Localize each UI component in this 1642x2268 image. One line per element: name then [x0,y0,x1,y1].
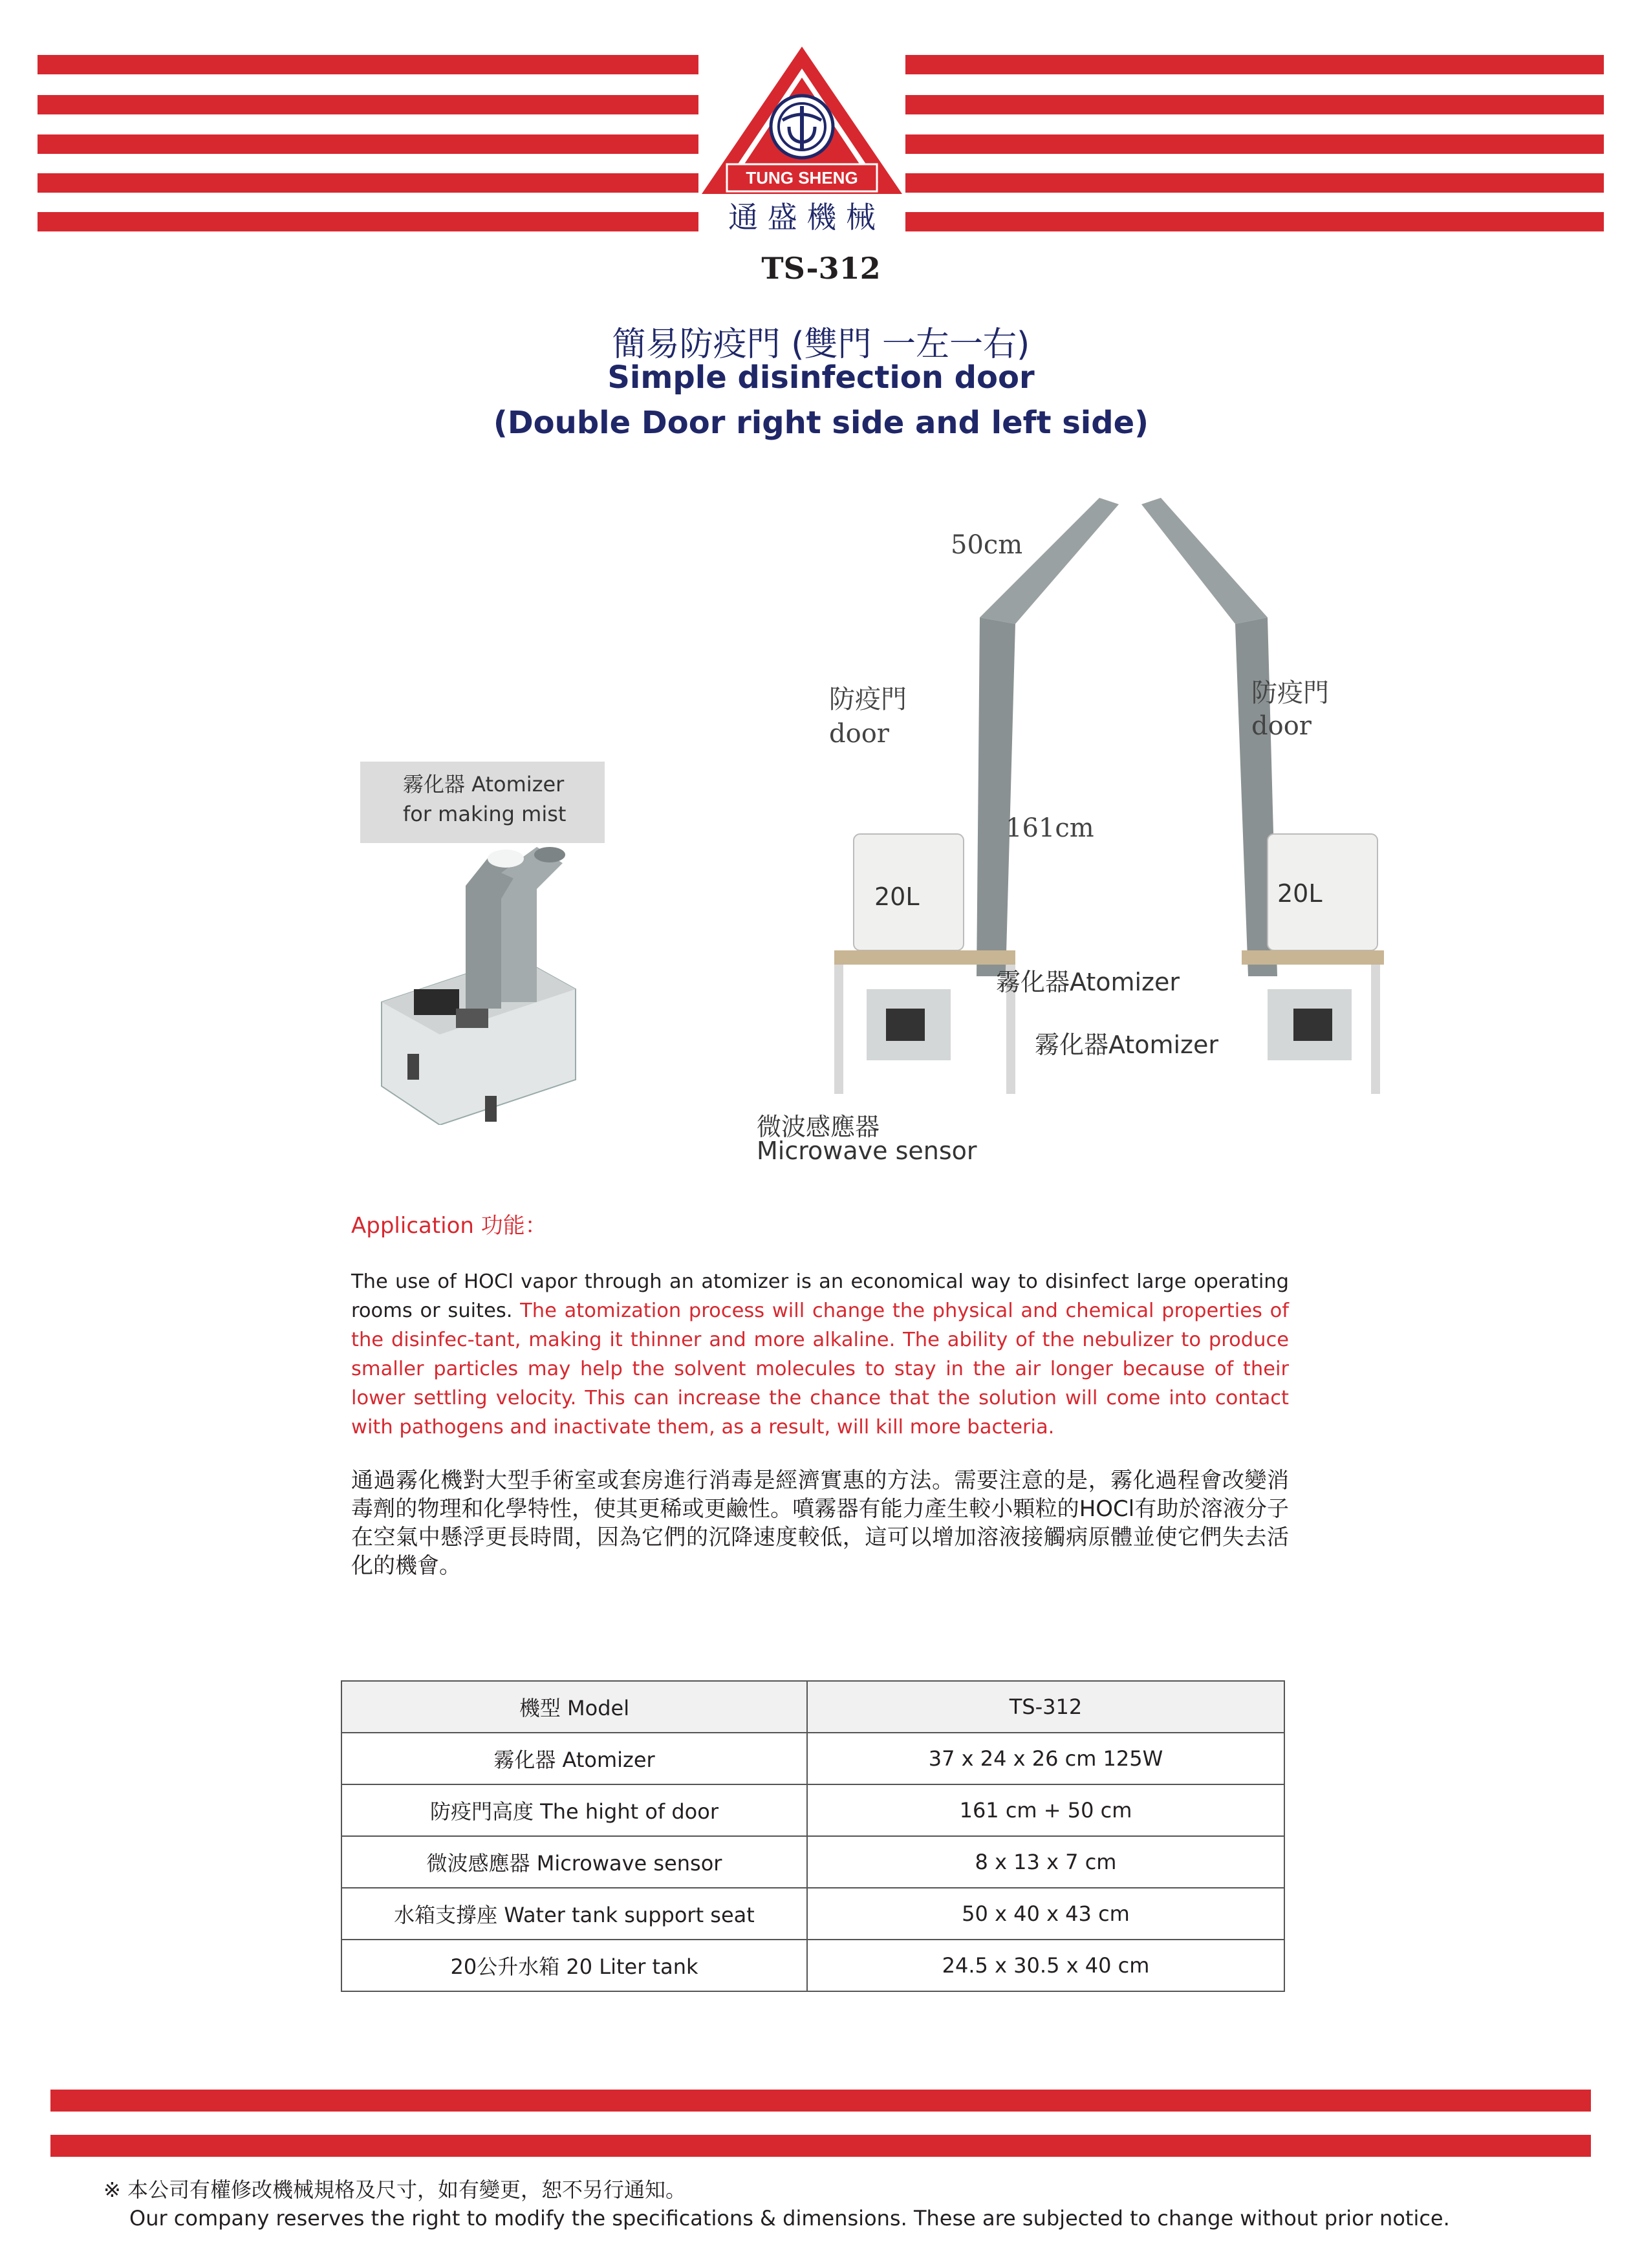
sensor-label-zh: 微波感應器 [757,1113,880,1141]
footer-note-en: Our company reserves the right to modify the specifications & dimensions. These are subjected to change without prior notice. [129,2206,1450,2231]
atomizer-photo [362,840,608,1125]
table-row [341,1888,1284,1940]
door-left-zh: 防疫門 [829,685,907,714]
logo-brand-zh: 通 盛 機 械 [728,200,876,235]
footer-note-zh: ※ 本公司有權修改機械規格及尺寸，如有變更，恕不另行通知。 [103,2177,686,2202]
door-right-zh: 防疫門 [1251,678,1329,708]
tank-right-label: 20L [1277,879,1323,908]
spec-value: 50 x 40 x 43 cm [807,1888,1284,1940]
spec-value: 8 x 13 x 7 cm [807,1836,1284,1888]
table-row [341,1681,1284,1733]
spec-value: 161 cm + 50 cm [807,1784,1284,1836]
spec-label: 微波感應器 Microwave sensor [341,1836,807,1888]
spec-label: 水箱支撐座 Water tank support seat [341,1888,807,1940]
company-logo [698,44,905,238]
title-zh: 簡易防疫門 (雙門 一左一右) [612,325,1030,364]
spec-value: TS-312 [807,1681,1284,1733]
application-en-black: The use of HOCl vapor through an atomizer is an economical way to disinfect large operating rooms or suites. [351,1270,1289,1322]
application-zh-paragraph: 通過霧化機對大型手術室或套房進行消毒是經濟實惠的方法。需要注意的是，霧化過程會改變消毒劑的物理和化學特性，使其更稀或更鹼性。噴霧器有能力產生較小顆粒的HOCl有助於溶液分子在空氣中懸浮更長時間，因為它們的沉降速度較低，這可以增加溶液接觸病原體並使它們失去活化的機會。 [351,1468,1289,1579]
application-en-paragraph [351,1267,1289,1442]
spec-table [341,1680,1285,1992]
atomizer-photo-label-2: 霧化器Atomizer [1035,1031,1218,1059]
spec-value: 24.5 x 30.5 x 40 cm [807,1940,1284,1991]
model-code: TS-312 [761,251,881,286]
dim-height-label: 161cm [1006,813,1094,843]
table-row [341,1940,1284,1991]
footer-stripe-2 [50,2135,1591,2157]
atomizer-label-box [360,762,605,843]
atomizer-label-line1: 霧化器 Atomizer [403,772,565,797]
application-heading: Application 功能： [351,1213,547,1239]
title-en-line2: (Double Door right side and left side) [493,405,1149,441]
table-row [341,1836,1284,1888]
spec-value: 37 x 24 x 26 cm 125W [807,1733,1284,1784]
application-en-red: The atomization process will change the physical and chemical properties of the disinfec-tant, making it thinner and more alkaline. The ability of the nebulizer to produce smaller particles may help the solvent molecules to stay in the air longer because of their lower settling velocity. This can increase the chance that the solution will come into contact with pathogens and inactivate them, as a result, will kill more bacteria. [351,1300,1289,1439]
footer-stripe-1 [50,2090,1591,2112]
table-row [341,1784,1284,1836]
atomizer-photo-label-1: 霧化器Atomizer [996,968,1180,996]
tank-left-label: 20L [874,883,920,911]
table-row [341,1733,1284,1784]
atomizer-label-line2: for making mist [403,802,567,826]
title-en-line1: Simple disinfection door [607,359,1035,396]
spec-label: 機型 Model [341,1681,807,1733]
sensor-label-en: Microwave sensor [757,1137,977,1165]
dim-top-label: 50cm [951,530,1023,560]
spec-label: 防疫門高度 The hight of door [341,1784,807,1836]
spec-label: 20公升水箱 20 Liter tank [341,1940,807,1991]
door-right-en: door [1251,711,1312,741]
door-left-en: door [829,719,889,749]
logo-brand-en: TUNG SHENG [746,168,858,187]
spec-label: 霧化器 Atomizer [341,1733,807,1784]
